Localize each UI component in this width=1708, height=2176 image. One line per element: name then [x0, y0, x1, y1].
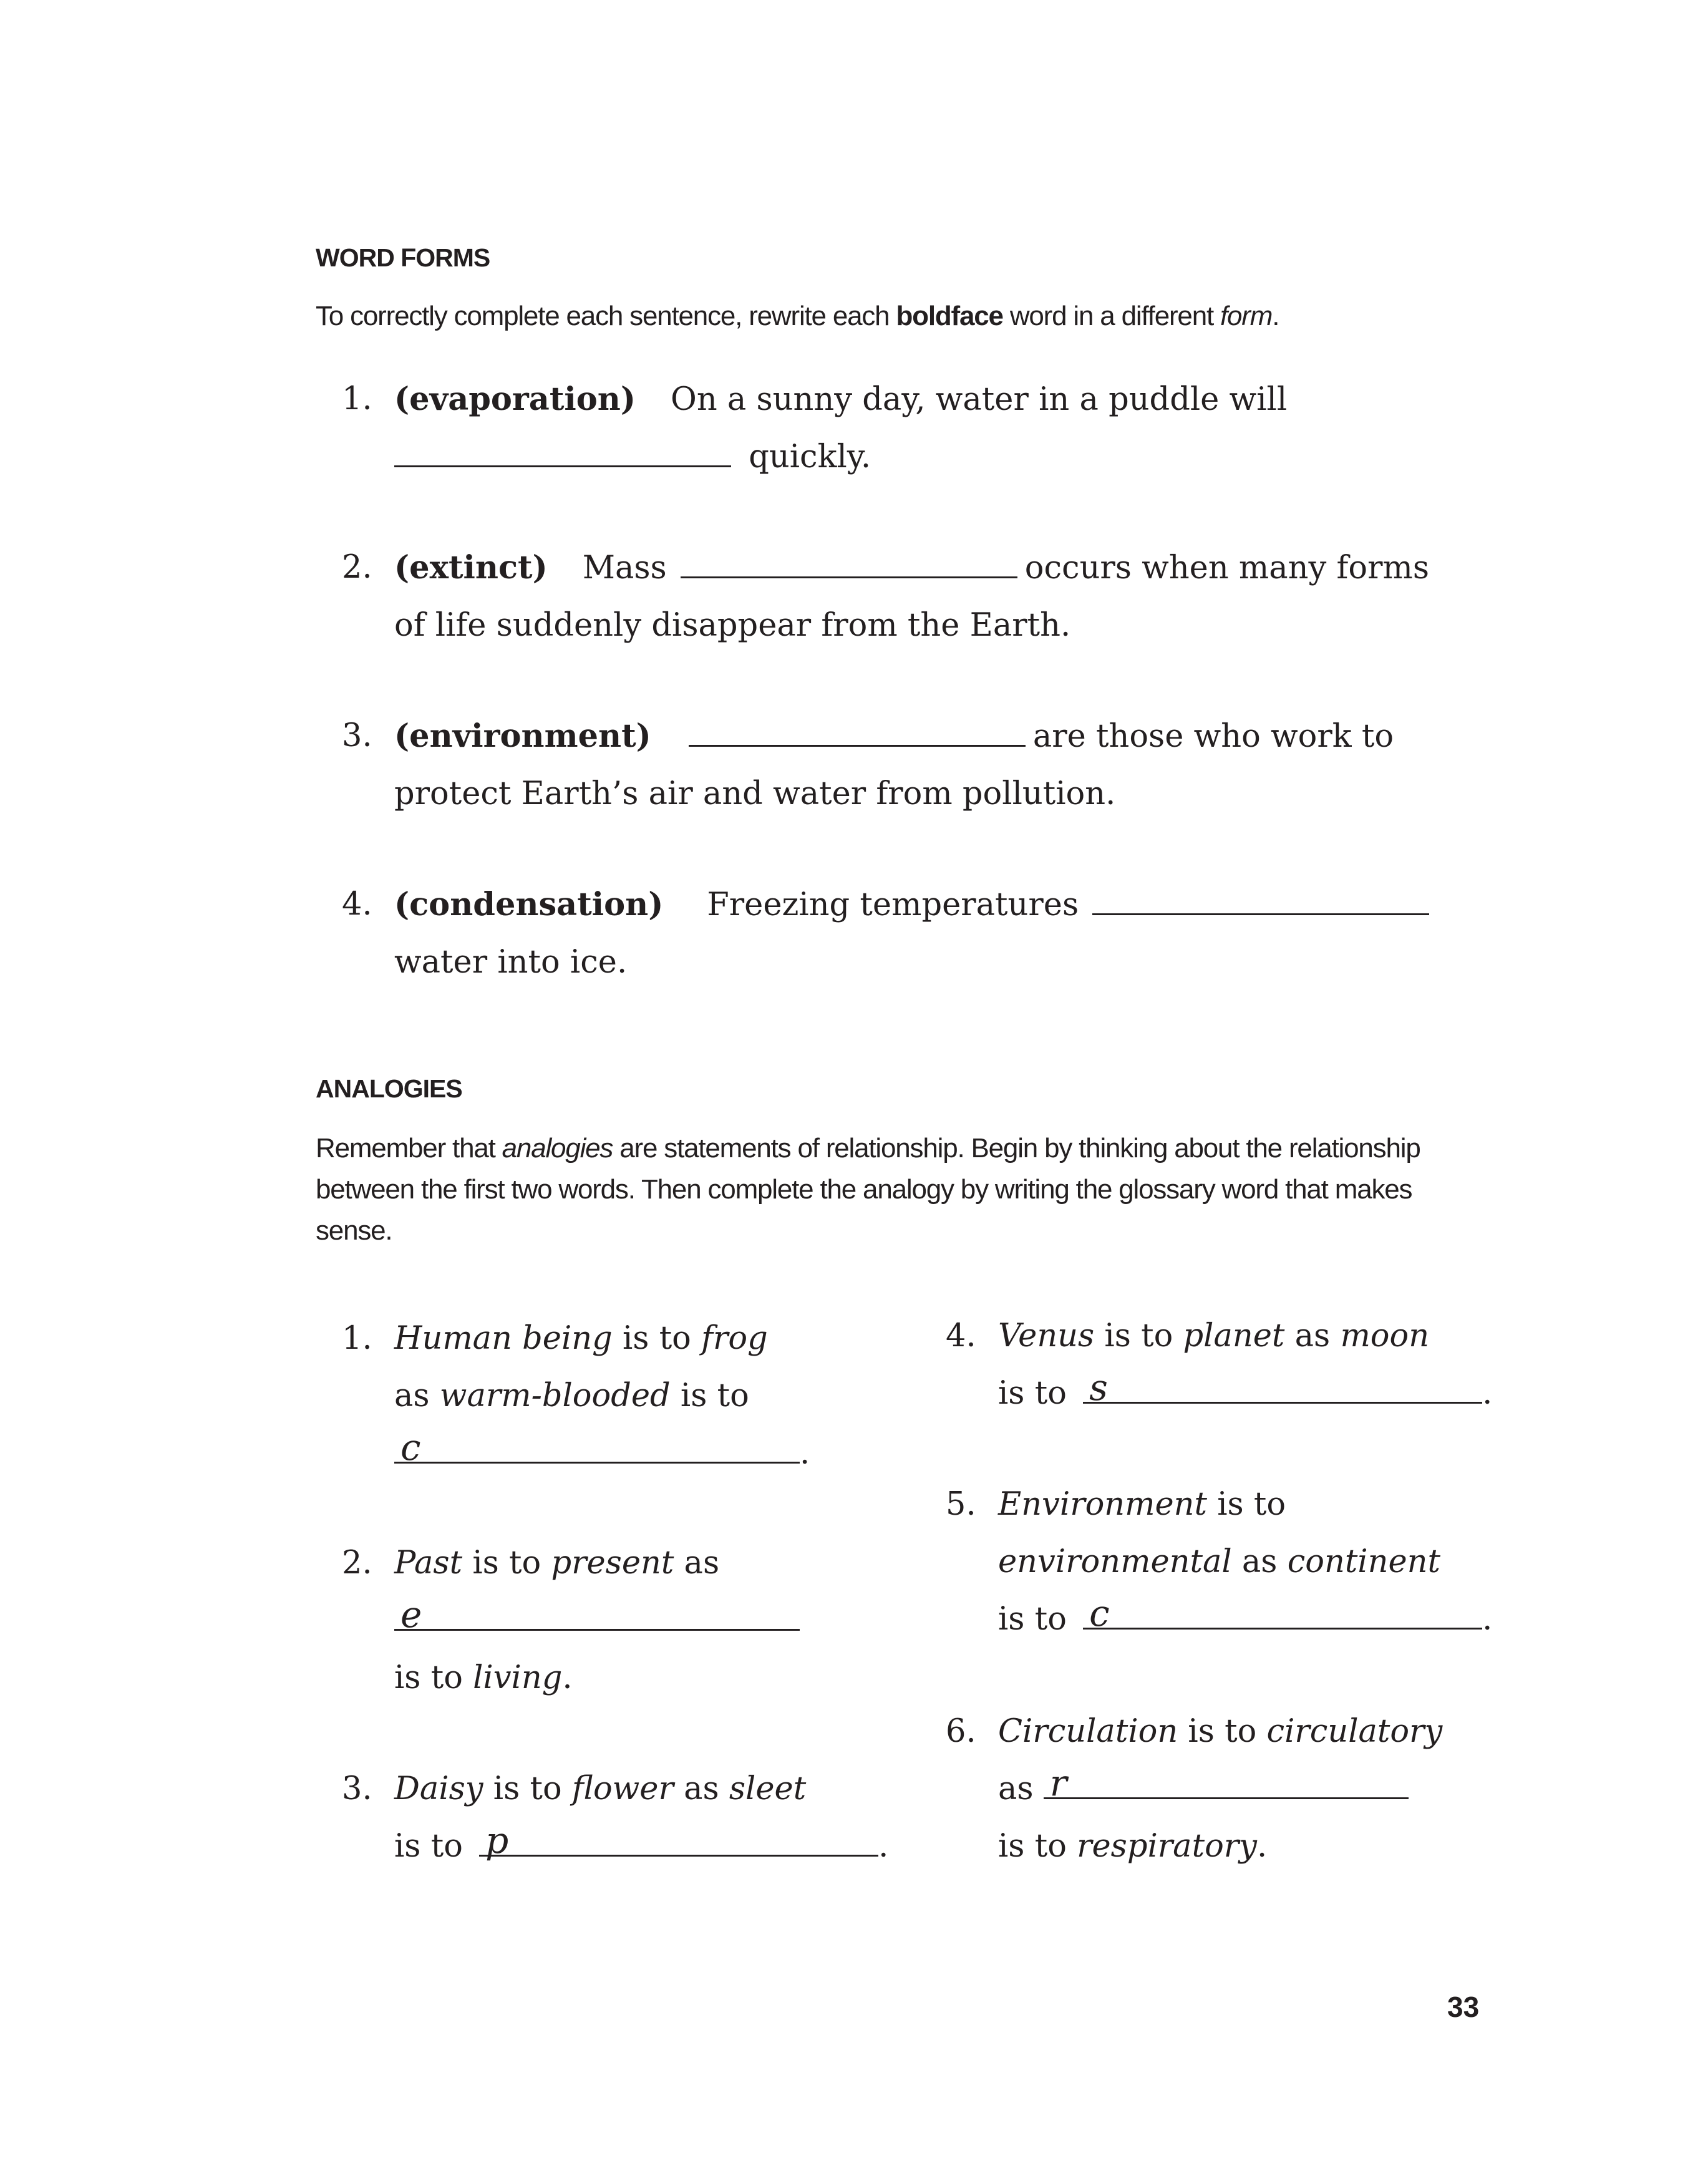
analogy-text: is to — [1094, 1318, 1183, 1354]
item-number: 4. — [946, 1318, 976, 1354]
item-text: Freezing temperatures — [707, 886, 1079, 923]
analogy-term: respiratory — [1077, 1828, 1257, 1865]
answer-blank[interactable] — [394, 432, 731, 467]
analogy-text: as — [1284, 1318, 1341, 1354]
analogy-term: Daisy — [394, 1770, 483, 1807]
instructions-text: Remember that — [316, 1133, 502, 1163]
page-number: 33 — [1447, 1991, 1480, 2023]
item-number: 1. — [342, 1320, 372, 1357]
analogy-term: planet — [1183, 1318, 1285, 1354]
word-form-item-2 — [342, 539, 1527, 654]
analogy-term: living — [473, 1659, 563, 1696]
word-form-item-4 — [342, 876, 1527, 991]
analogy-term: Environment — [998, 1486, 1208, 1523]
item-number: 3. — [342, 717, 372, 754]
analogy-text: is to — [670, 1377, 749, 1414]
answer-blank[interactable] — [394, 1593, 800, 1636]
analogy-text: as — [394, 1377, 440, 1414]
analogy-text: . — [878, 1828, 889, 1865]
analogy-text: is to — [1207, 1486, 1286, 1523]
handwritten-hint: c — [400, 1426, 421, 1469]
analogy-text: is to — [483, 1770, 572, 1807]
analogy-term: frog — [701, 1320, 768, 1357]
analogy-text: as — [674, 1545, 720, 1581]
item-number: 5. — [946, 1486, 976, 1523]
instructions-text: word in a different — [1002, 301, 1221, 331]
analogy-term: circulatory — [1266, 1713, 1443, 1750]
item-text: are those who work to — [1032, 718, 1394, 755]
item-text: quickly. — [739, 439, 871, 475]
analogy-term: Past — [394, 1545, 463, 1581]
item-number: 2. — [342, 1545, 372, 1581]
item-word: (evaporation) — [394, 381, 636, 418]
analogy-item-2 — [342, 1535, 800, 1707]
answer-blank[interactable] — [1092, 880, 1429, 915]
analogy-text: is to — [998, 1375, 1077, 1412]
word-form-item-3 — [342, 707, 1527, 823]
word-form-item-1 — [342, 371, 1527, 486]
answer-blank[interactable] — [689, 711, 1026, 747]
handwritten-hint: s — [1089, 1366, 1108, 1409]
instructions-bold: boldface — [896, 301, 1003, 331]
item-number: 3. — [342, 1770, 372, 1807]
analogy-text: is to — [1178, 1713, 1267, 1750]
analogy-text: is to — [462, 1545, 551, 1581]
item-text: protect Earth’s air and water from pollution. — [394, 775, 1116, 812]
analogy-text: as — [673, 1770, 729, 1807]
item-word: (environment) — [394, 717, 651, 755]
analogy-term: Venus — [998, 1318, 1095, 1354]
item-text: On a sunny day, water in a puddle will — [671, 381, 1288, 418]
item-word: (extinct) — [394, 549, 548, 586]
analogy-text: as — [1231, 1543, 1288, 1580]
handwritten-hint: r — [1049, 1762, 1067, 1804]
item-text: Mass — [582, 550, 667, 586]
analogy-term: moon — [1340, 1318, 1430, 1354]
item-number: 1. — [342, 381, 372, 417]
analogy-text: is to — [998, 1601, 1077, 1638]
analogy-item-3 — [342, 1761, 888, 1875]
analogy-term: flower — [571, 1770, 674, 1807]
instructions-italic: form — [1220, 301, 1273, 331]
analogy-text: . — [562, 1659, 573, 1696]
analogy-item-6 — [946, 1703, 1442, 1875]
analogy-text: is to — [612, 1320, 702, 1357]
analogy-term: continent — [1287, 1543, 1440, 1580]
answer-blank[interactable] — [394, 1426, 800, 1469]
answer-blank[interactable] — [479, 1819, 878, 1862]
section-title-analogies: ANALOGIES — [316, 1074, 462, 1103]
analogy-text: . — [1482, 1601, 1493, 1638]
handwritten-hint: c — [1089, 1592, 1110, 1634]
analogy-item-5 — [946, 1476, 1492, 1648]
item-number: 6. — [946, 1713, 976, 1750]
handwritten-hint: p — [485, 1819, 509, 1862]
analogy-term: environmental — [998, 1543, 1232, 1580]
analogy-term: warm-blooded — [439, 1377, 671, 1414]
analogy-term: sleet — [729, 1770, 807, 1807]
analogy-item-4 — [946, 1308, 1492, 1422]
item-number: 4. — [342, 886, 372, 923]
analogy-text: . — [1482, 1375, 1493, 1412]
analogy-term: Human being — [394, 1320, 613, 1357]
word-forms-instructions — [316, 296, 1451, 337]
answer-blank[interactable] — [1044, 1762, 1409, 1804]
answer-blank[interactable] — [1083, 1592, 1482, 1634]
instructions-italic: analogies — [502, 1133, 613, 1163]
item-text: of life suddenly disappear from the Earth. — [394, 607, 1071, 644]
section-title-word-forms: WORD FORMS — [316, 243, 490, 272]
analogy-text: is to — [998, 1828, 1077, 1865]
answer-blank[interactable] — [1083, 1366, 1482, 1409]
item-text: occurs when many forms — [1024, 550, 1430, 586]
analogy-text: is to — [394, 1659, 473, 1696]
analogy-term: present — [551, 1545, 674, 1581]
analogy-term: Circulation — [998, 1713, 1178, 1750]
answer-blank[interactable] — [681, 543, 1017, 578]
item-word: (condensation) — [394, 886, 664, 923]
analogy-item-1 — [342, 1310, 810, 1482]
analogy-text: is to — [394, 1828, 473, 1865]
item-number: 2. — [342, 549, 372, 586]
handwritten-hint: e — [400, 1593, 422, 1636]
instructions-text: . — [1272, 301, 1279, 331]
analogies-instructions — [316, 1128, 1451, 1251]
instructions-text: To correctly complete each sentence, rewrite each — [316, 301, 896, 331]
analogy-text: as — [998, 1770, 1044, 1807]
analogy-text: . — [1256, 1828, 1268, 1865]
analogy-text: . — [800, 1435, 810, 1472]
item-text: water into ice. — [394, 944, 628, 981]
instructions-text: are statements of relationship. Begin by thinking about the relationship between the first two words. Then complete the analogy by writing the glossary word that makes sense. — [316, 1133, 1420, 1246]
